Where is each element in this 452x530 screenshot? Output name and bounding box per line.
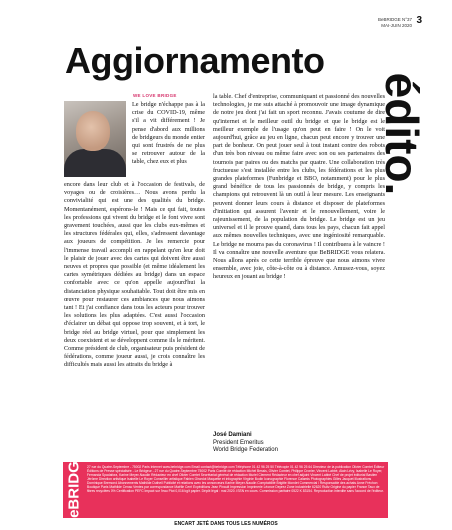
page-number: 3 — [416, 15, 422, 26]
signature-role2: World Bridge Federation — [213, 447, 278, 453]
side-title — [376, 68, 428, 200]
issue-date: MAI-JUIN 2020 — [381, 22, 412, 28]
signature-role1: President Emeritus — [213, 439, 264, 446]
brand-name: BeBRIDGE — [65, 451, 83, 529]
article-column1-bottom: encore dans leur club et à l'occasion de festivals, de voyages ou de croisières… Nous avons perdu la convivialité qui est une des qualités du bridge. Momentanément, espérons-le ! Mais ce qui fait, toutes les professions qui vivent du bridge et le font vivre sont gravement touchées, aussi que les clubs eux-mêmes et les structures fédérales qui, elles, s'adressent davantage aux joueurs de compétition. Je les remercie pour l'immense travail accompli en rappelant qu'en leur doit le plaisir de jouer avec des cartes qui doivent être aussi neuves et propres que possible (et même idéalement les cartes symétriques dédiées au bridge) dans un espace confortable avec ce qu'on appelle aujourd'hui la distanciation physique souhaitable. Tout doit être mis en œuvre pour restaurer ces ambiances que nous aimons tant ! Et j'ai confiance dans tous les acteurs pour trouver les solutions les plus adaptées. C'est aussi l'occasion d'éclairer un débat qui oppose trop souvent, et à tort, le bridge réel au bridge virtuel, pour que simplement les deux coexistent et se développent comme ils le méritent. Comme président de club, organisateur puis président de fédérations, comme joueur aussi, je crois connaître les difficultés mais aussi les attraits du bridge à — [64, 181, 205, 369]
magazine-issue: BeBRIDGE N°37 — [377, 17, 412, 22]
signature-name: José Damiani — [213, 432, 252, 438]
credits-text: 27 rue du Quatre-Septembre - 75002 Paris Internet www.bebridge.com Email contact@bebridge.com Téléphone 01 42 96 25 50 Télécopie 01 42 96 25 64 Directeur de la publication Olivier Comtet Éditeur Éditions de Presse spécialisée - Le Bridgeur - 27 rue du Quatre-Septembre 75002 Paris Comité de rédaction Michel Bessis, Olivier Comtet, Philippe Cronier, Vincent Labbé, Alain Lévy, Isabelle Le Royer, Fernanda Spadafora, Karine Meyer-Naudin Rédacteur en chef Olivier Comtet Secrétariat général de rédaction Muriel Clement Rédacteur en chef adjoint Vincent Labbé Chef de projet éditorial Bastien Jérôme Direction artistique Isabelle Le Royer Conseiller artistique Fabien Girardot Maquette et infographie Virginie Bodin Iconographie Florence Calamis Photographies Gilles Jacquet Illustrations Dominique Bremond Abonnements Mathilde Dutheil Publicité et relations avec les annonceurs Karine Meyer-Naudin Comptabilité Brigitte Mondet Commercial / Responsable des achats Anne Fréchon Boutique Paris Mathilde Cenac Ventes par correspondance Maëlle Cerri Expéditions Jean Pinault Impression Imprimerie Léonce Deprez Zone industrielle 62620 Ruitz Origine du papier France Taux de fibres recyclées 0% Certification PEFC Impact sur l'eau Ptot 0,016 kg/t papier. Dépôt légal : mai 2020. ISSN en cours. Commission paritaire 0522 K 83154. Reproduction interdite sans l'accord de l'éditeur. — [87, 465, 385, 493]
edito-label: édito. — [376, 72, 428, 196]
brand-logo — [63, 451, 85, 529]
page-title: Aggiornamento — [65, 40, 325, 81]
footer-note: ENCART JETÉ DANS TOUS LES NUMÉROS — [174, 521, 278, 527]
section-label: WE LOVE BRIDGE — [133, 93, 177, 98]
article-column1-top: Le bridge n'échappe pas à la crise du COVID-19, même s'il a vit différement ! Je pense d'abord aux millions de bridgeurs du monde entier qui sont frustrés de ne plus se retrouver autour de la table, chez eux et plus — [132, 101, 205, 166]
article-column2: la table. Chef d'entreprise, communiquant et passionné des nouvelles technologies, je me suis attaché à promouvoir une image dynamique de notre jeu dont j'ai fait un sport reconnu. J'avais coutume de dire qu'internet et le meilleur outil du bridge et que le bridge est le meilleur exemple de l'usage qu'on peut en faire ! On le voit aujourd'hui, grâce au jeu en ligne, chacun peut encore y trouver une part de bonheur. On peut jouer seul à tout instant contre des robots d'un très bon niveau ou même faire avec son ou ses partenaires des tournois par paires ou des matchs par quatre. Une collaboration très fructueuse s'est installée entre les clubs, les fédérations et les plus grandes plateformes (Funbridge et BBO, notamment) pour le plus grand bénéfice de tous les passionnés de bridge, y compris les champions qui retrouvent là un outil à leur mesure. Les enseignants peuvent donner leurs cours à distance et disposer de plateformes d'initiation qui assurent l'avenir et le renouvellement, voire le rajeunissement, de la population du bridge. Le bridge est un jeu universel et il le prouve quand, dans tous les pays, chacun fait appel aux mêmes nouvelles techniques, avec une ingéniosité remarquable. Le bridge ne mourra pas du coronavirus ! Il contribuera à le vaincre ! Il va connaître une nouvelle aventure que BeBRIDGE vous relatera. Nous allons après ce cette terrible épreuve que nous aimons vivre ensemble, avec joie, côte-à-côte ou à distance. Amusez-vous, soyez heureux en jouant au bridge ! — [213, 93, 385, 281]
photo-body — [64, 149, 126, 177]
author-photo — [64, 101, 126, 177]
issue-info — [322, 17, 412, 28]
signature — [213, 432, 385, 455]
photo-face — [76, 111, 110, 151]
